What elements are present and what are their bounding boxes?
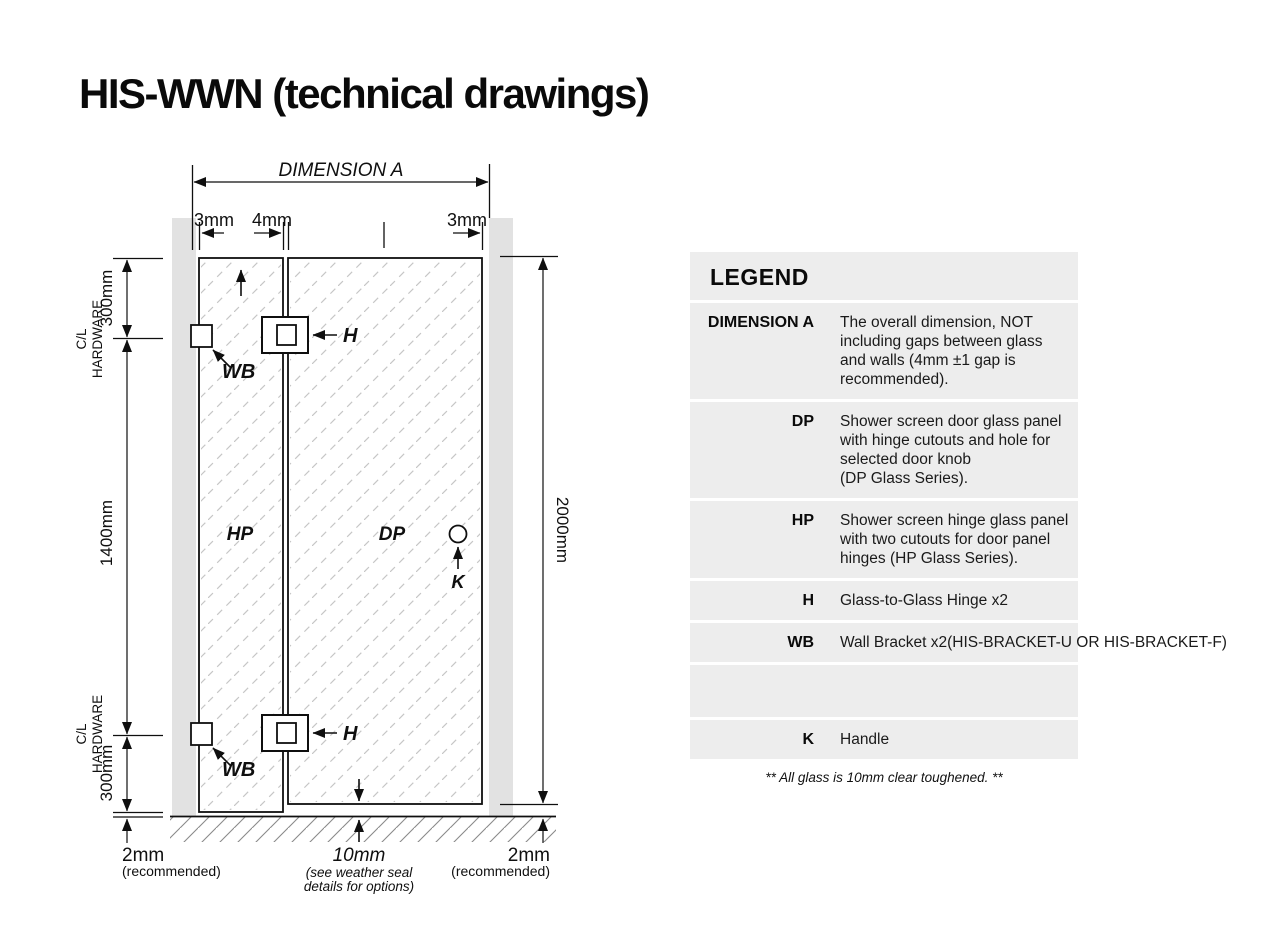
legend-row [690,402,1078,498]
wall-bracket-top-label: WB [222,361,256,383]
legend-row [690,581,1078,620]
legend-panel [690,252,1227,785]
dp-panel-label: DP [378,524,406,545]
hinge-top [262,317,308,353]
dim-300mm-bottom: 300mm [97,744,116,802]
cl-hardware-bottom-line2: HARDWARE [90,694,105,774]
wall-bracket-bottom [191,723,212,745]
wall-bracket-top [191,325,212,347]
wall-bracket-bottom-label: WB [222,759,256,781]
floor-hatching [170,817,556,842]
dim-1400mm: 1400mm [97,499,116,567]
cl-hardware-bottom-line1: C/L [74,723,89,745]
legend-term: HP [791,512,814,529]
hinge-top-label: H [343,325,358,347]
legend-header: LEGEND [690,252,1078,300]
legend-description: Wall Bracket x2(HIS-BRACKET-U OR HIS-BRACKET-F) [840,634,1227,651]
legend-description: Glass-to-Glass Hinge x2 [840,592,1008,609]
left-dimension-lines [113,259,163,844]
legend-row [690,665,1078,717]
handle-knob [450,526,467,543]
dim-300mm-top: 300mm [97,269,116,327]
top-gap-ticks [200,222,483,250]
bottom-left-gap-value: 2mm [122,845,165,866]
bottom-right-gap-note: (recommended) [451,863,550,879]
gap-left-label: 3mm [194,210,234,230]
bottom-right-gap-value: 2mm [507,845,550,866]
legend-description: Shower screen hinge glass panel with two cutouts for door panel hinges (HP Glass Series). [840,512,1069,567]
legend-term: WB [787,634,814,651]
gap-middle-label: 4mm [252,210,292,230]
gap-right-label: 3mm [447,210,487,230]
legend-row [690,501,1078,578]
legend-term: DIMENSION A [707,314,814,331]
legend-row [690,720,1078,759]
legend-term: DP [791,413,814,430]
legend-description: The overall dimension, NOT including gaps between glass and walls (4mm ±1 gap is recommended). [840,314,1043,388]
legend-rows [690,303,1227,759]
weather-seal-note-line2: details for options) [303,879,415,894]
legend-row [690,623,1227,662]
glass-footnote: ** All glass is 10mm clear toughened. ** [765,770,1003,785]
legend-description [814,675,840,707]
cl-hardware-top-line1: C/L [74,328,89,350]
dim-2000mm: 2000mm [553,496,572,564]
legend-term [690,675,814,707]
weather-seal-note-line1: (see weather seal [305,865,413,880]
bottom-center-gap-value: 10mm [332,845,386,866]
right-wall [489,218,513,816]
legend-term: H [802,592,814,609]
hinge-bottom [262,715,308,751]
handle-label: K [451,572,465,592]
hinge-bottom-label: H [343,723,358,745]
dimension-a-label: DIMENSION A [278,160,404,181]
legend-term: K [802,731,814,748]
legend-description: Shower screen door glass panel with hinge cutouts and hole for selected door knob (DP Glass Series). [840,413,1062,487]
hp-panel-label: HP [226,524,254,545]
page-title: HIS-WWN (technical drawings) [79,70,649,117]
cl-hardware-top-line2: HARDWARE [90,299,105,379]
legend-description: Handle [840,731,890,748]
bottom-left-gap-note: (recommended) [122,863,221,879]
legend-row [690,303,1078,399]
